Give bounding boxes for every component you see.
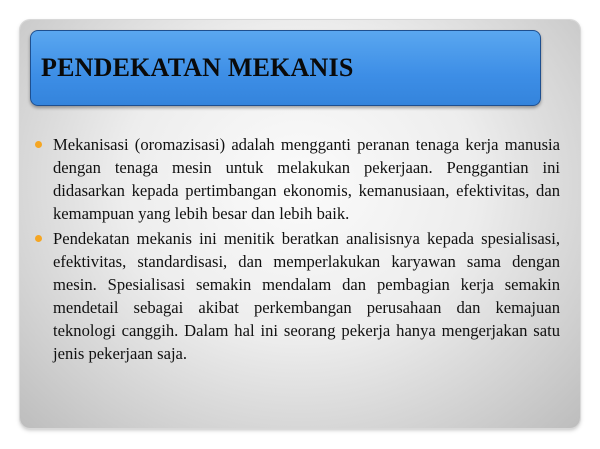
bullet-text: Mekanisasi (oromazisasi) adalah mengganti peranan tenaga kerja manusia dengan tenaga mesin untuk melakukan pekerjaan. Penggantian ini didasarkan kepada pertimbangan ekonomis, kemanusiaan, efektivitas, dan kemampuan yang lebih besar dan lebih baik. — [53, 135, 560, 223]
bullet-dot-icon — [35, 235, 42, 242]
bullet-list — [33, 133, 560, 367]
slide-title: PENDEKATAN MEKANIS — [41, 53, 354, 82]
title-box — [30, 30, 541, 106]
bullet-dot-icon — [35, 141, 42, 148]
bullet-text: Pendekatan mekanis ini menitik beratkan analisisnya kepada spesialisasi, efektivitas, standardisasi, dan memperlakukan karyawan sama dengan mesin. Spesialisasi semakin mendalam dan pembagian kerja semakin mendetail sebagai akibat perkembangan perusahaan dan kemajuan teknologi canggih. Dalam hal ini seorang pekerja hanya mengerjakan satu jenis pekerjaan saja. — [53, 229, 560, 363]
bullet-item — [33, 133, 560, 225]
bullet-item — [33, 227, 560, 365]
presentation-slide — [20, 20, 580, 428]
